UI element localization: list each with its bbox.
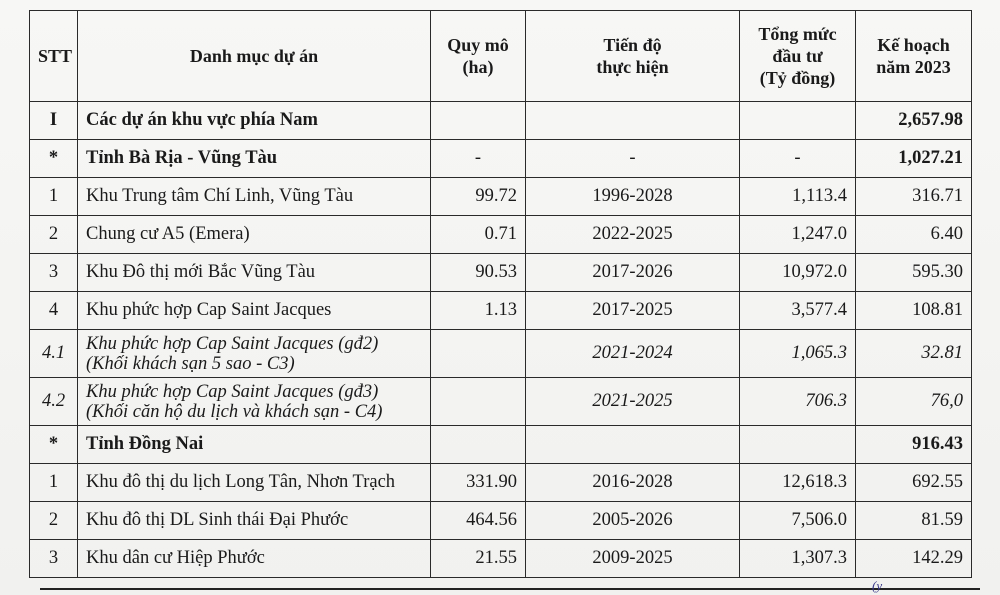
header-tong-muc: Tổng mức đầu tư (Tỷ đồng) <box>740 11 856 102</box>
cell-tien-do <box>526 426 740 464</box>
header-stt: STT <box>30 11 78 102</box>
cell-name: Tỉnh Bà Rịa - Vũng Tàu <box>78 140 431 178</box>
cell-name: Khu phức hợp Cap Saint Jacques <box>78 292 431 330</box>
cell-stt: I <box>30 102 78 140</box>
cell-tien-do: 2022-2025 <box>526 216 740 254</box>
cell-tien-do: - <box>526 140 740 178</box>
cell-quy-mo: 1.13 <box>431 292 526 330</box>
cell-quy-mo: 0.71 <box>431 216 526 254</box>
cell-stt: 4.1 <box>30 330 78 378</box>
header-danh-muc: Danh mục dự án <box>78 11 431 102</box>
cell-tong-muc: 1,307.3 <box>740 540 856 578</box>
cell-name: Chung cư A5 (Emera) <box>78 216 431 254</box>
table-row <box>30 254 972 292</box>
cell-tien-do: 2017-2026 <box>526 254 740 292</box>
cell-ke-hoach: 692.55 <box>856 464 972 502</box>
cell-name: Khu phức hợp Cap Saint Jacques (gđ2) (Khối khách sạn 5 sao - C3) <box>78 330 431 378</box>
cell-tien-do: 2021-2025 <box>526 378 740 426</box>
table-row <box>30 178 972 216</box>
cell-ke-hoach: 1,027.21 <box>856 140 972 178</box>
table-row <box>30 540 972 578</box>
cell-quy-mo: - <box>431 140 526 178</box>
cell-ke-hoach: 76,0 <box>856 378 972 426</box>
header-row <box>30 11 972 102</box>
cell-stt: 2 <box>30 502 78 540</box>
cell-tien-do: 2016-2028 <box>526 464 740 502</box>
cell-ke-hoach: 142.29 <box>856 540 972 578</box>
cell-quy-mo <box>431 102 526 140</box>
cell-stt: * <box>30 140 78 178</box>
cell-stt: 1 <box>30 178 78 216</box>
cell-tong-muc: 10,972.0 <box>740 254 856 292</box>
cell-ke-hoach: 595.30 <box>856 254 972 292</box>
cell-tong-muc: 7,506.0 <box>740 502 856 540</box>
cell-name: Khu đô thị DL Sinh thái Đại Phước <box>78 502 431 540</box>
table-row <box>30 140 972 178</box>
cell-quy-mo: 464.56 <box>431 502 526 540</box>
cell-ke-hoach: 916.43 <box>856 426 972 464</box>
cell-name: Khu dân cư Hiệp Phước <box>78 540 431 578</box>
table-row <box>30 292 972 330</box>
cell-stt: 3 <box>30 254 78 292</box>
cell-tong-muc <box>740 426 856 464</box>
cell-quy-mo <box>431 330 526 378</box>
cell-ke-hoach: 108.81 <box>856 292 972 330</box>
table-row <box>30 378 972 426</box>
cell-quy-mo <box>431 378 526 426</box>
cell-ke-hoach: 6.40 <box>856 216 972 254</box>
cell-quy-mo: 99.72 <box>431 178 526 216</box>
handwritten-mark: (y <box>872 578 883 593</box>
table-row <box>30 464 972 502</box>
cell-stt: 1 <box>30 464 78 502</box>
cell-quy-mo: 90.53 <box>431 254 526 292</box>
cell-tong-muc: 1,065.3 <box>740 330 856 378</box>
table-row <box>30 216 972 254</box>
cell-quy-mo <box>431 426 526 464</box>
cell-stt: * <box>30 426 78 464</box>
table-row <box>30 502 972 540</box>
cell-quy-mo: 331.90 <box>431 464 526 502</box>
cell-tong-muc: 12,618.3 <box>740 464 856 502</box>
cell-tien-do: 2009-2025 <box>526 540 740 578</box>
cell-ke-hoach: 32.81 <box>856 330 972 378</box>
cell-quy-mo: 21.55 <box>431 540 526 578</box>
cell-stt: 3 <box>30 540 78 578</box>
cell-name: Tỉnh Đồng Nai <box>78 426 431 464</box>
cell-name: Khu Đô thị mới Bắc Vũng Tàu <box>78 254 431 292</box>
header-quy-mo: Quy mô (ha) <box>431 11 526 102</box>
cell-tong-muc: 706.3 <box>740 378 856 426</box>
footer-rule <box>40 588 980 590</box>
cell-stt: 4.2 <box>30 378 78 426</box>
cell-tien-do: 2005-2026 <box>526 502 740 540</box>
table-row <box>30 330 972 378</box>
cell-tong-muc: 1,113.4 <box>740 178 856 216</box>
cell-tien-do: 1996-2028 <box>526 178 740 216</box>
cell-ke-hoach: 2,657.98 <box>856 102 972 140</box>
cell-ke-hoach: 316.71 <box>856 178 972 216</box>
cell-name: Các dự án khu vực phía Nam <box>78 102 431 140</box>
project-table <box>29 10 972 578</box>
cell-tong-muc: - <box>740 140 856 178</box>
header-ke-hoach: Kế hoạch năm 2023 <box>856 11 972 102</box>
cell-ke-hoach: 81.59 <box>856 502 972 540</box>
table-row <box>30 426 972 464</box>
cell-tong-muc: 1,247.0 <box>740 216 856 254</box>
cell-tien-do <box>526 102 740 140</box>
cell-name: Khu Trung tâm Chí Linh, Vũng Tàu <box>78 178 431 216</box>
table-row <box>30 102 972 140</box>
cell-tien-do: 2021-2024 <box>526 330 740 378</box>
cell-stt: 4 <box>30 292 78 330</box>
cell-stt: 2 <box>30 216 78 254</box>
header-tien-do: Tiến độ thực hiện <box>526 11 740 102</box>
cell-name: Khu đô thị du lịch Long Tân, Nhơn Trạch <box>78 464 431 502</box>
cell-tien-do: 2017-2025 <box>526 292 740 330</box>
cell-tong-muc: 3,577.4 <box>740 292 856 330</box>
cell-name: Khu phức hợp Cap Saint Jacques (gđ3) (Khối căn hộ du lịch và khách sạn - C4) <box>78 378 431 426</box>
cell-tong-muc <box>740 102 856 140</box>
